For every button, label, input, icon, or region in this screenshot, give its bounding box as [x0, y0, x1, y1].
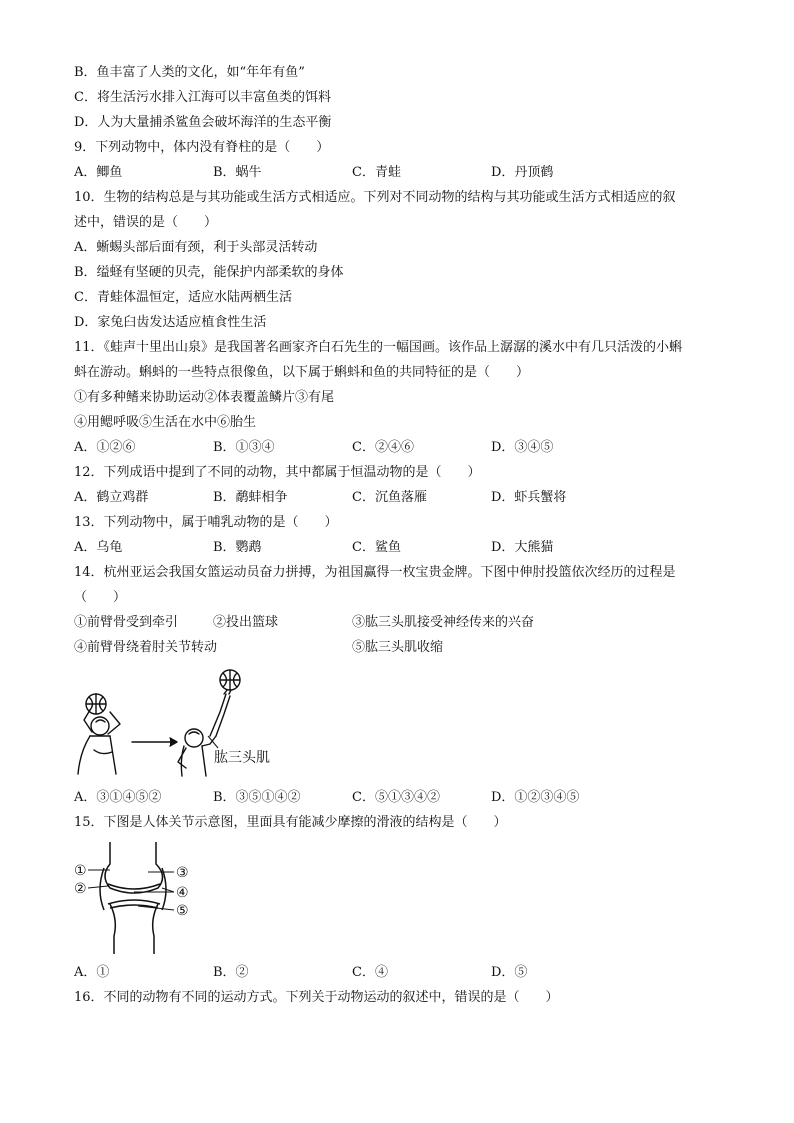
- q14-stem-line2: （ ）: [74, 590, 127, 605]
- q15-stem: 15．下图是人体关节示意图，里面具有能减少摩擦的滑液的结构是（ ）: [74, 815, 507, 830]
- q12-option-d: D．虾兵蟹将: [491, 490, 567, 505]
- q9-stem: 9．下列动物中，体内没有脊柱的是（ ）: [74, 140, 330, 155]
- triceps-label: 肱三头肌: [214, 750, 270, 766]
- q10-option-d: D．家兔臼齿发达适应植食性生活: [74, 315, 267, 330]
- q11-option-b: B．①③④: [213, 440, 275, 455]
- q14-item-4: ④前臂骨绕着肘关节转动: [74, 640, 218, 655]
- joint-label-3: ③: [176, 865, 189, 881]
- q11-items-line1: ①有多种鳍来协助运动②体表覆盖鳞片③有尾: [74, 390, 335, 405]
- q15-option-d: D．⑤: [491, 965, 528, 980]
- q15-option-c: C．④: [352, 965, 388, 980]
- joint-label-1: ①: [74, 863, 87, 879]
- q9-option-c: C．青蛙: [352, 165, 401, 180]
- q13-option-c: C．鲨鱼: [352, 540, 401, 555]
- q11-items-line2: ④用鳃呼吸⑤生活在水中⑥胎生: [74, 415, 257, 430]
- joint-label-4: ④: [176, 885, 189, 901]
- q14-stem-line1: 14．杭州亚运会我国女篮运动员奋力拼搏，为祖国赢得一枚宝贵金牌。下图中伸肘投篮依次经历的过程是: [74, 565, 676, 580]
- q15-option-b: B．②: [213, 965, 249, 980]
- joint-label-2: ②: [74, 881, 87, 897]
- q8-option-d: D．人为大量捕杀鲨鱼会破坏海洋的生态平衡: [74, 115, 332, 130]
- q14-item-2: ②投出篮球: [213, 615, 279, 630]
- q16-stem: 16．不同的动物有不同的运动方式。下列关于动物运动的叙述中，错误的是（ ）: [74, 990, 559, 1005]
- q10-option-c: C．青蛙体温恒定，适应水陆两栖生活: [74, 290, 292, 305]
- q14-option-b: B．③⑤①④②: [213, 790, 301, 805]
- q14-shooting-figure: [70, 664, 280, 778]
- q14-item-5: ⑤肱三头肌收缩: [352, 640, 444, 655]
- q8-option-c: C．将生活污水排入江海可以丰富鱼类的饵料: [74, 90, 331, 105]
- q9-option-d: D．丹顶鹤: [491, 165, 554, 180]
- q10-option-b: B．缢蛏有坚硬的贝壳，能保护内部柔软的身体: [74, 265, 344, 280]
- q13-option-b: B．鹦鹉: [213, 540, 262, 555]
- q11-option-a: A．①②⑥: [74, 440, 136, 455]
- q11-option-d: D．③④⑤: [491, 440, 554, 455]
- q13-option-d: D．大熊猫: [491, 540, 554, 555]
- q10-option-a: A．蜥蜴头部后面有颈，利于头部灵活转动: [74, 240, 318, 255]
- q8-option-b: B．鱼丰富了人类的文化，如“年年有鱼”: [74, 65, 305, 80]
- q12-option-c: C．沉鱼落雁: [352, 490, 427, 505]
- q9-option-b: B．蜗牛: [213, 165, 262, 180]
- q13-option-a: A．乌龟: [74, 540, 123, 555]
- q14-option-a: A．③①④⑤②: [74, 790, 162, 805]
- q15-joint-figure: [70, 840, 200, 956]
- q12-option-a: A．鹤立鸡群: [74, 490, 149, 505]
- q14-item-1: ①前臂骨受到牵引: [74, 615, 179, 630]
- q12-option-b: B．鹬蚌相争: [213, 490, 288, 505]
- q14-item-3: ③肱三头肌接受神经传来的兴奋: [352, 615, 535, 630]
- joint-label-5: ⑤: [176, 903, 189, 919]
- q10-stem-line1: 10．生物的结构总是与其功能或生活方式相适应。下列对不同动物的结构与其功能或生活方式相适应的叙: [74, 190, 676, 205]
- q12-stem: 12．下列成语中提到了不同的动物，其中都属于恒温动物的是（ ）: [74, 465, 481, 480]
- q9-option-a: A．鲫鱼: [74, 165, 123, 180]
- q14-option-c: C．⑤①③④②: [352, 790, 440, 805]
- q11-option-c: C．②④⑥: [352, 440, 414, 455]
- q11-stem-line1: 11．《蛙声十里出山泉》是我国著名画家齐白石先生的一幅国画。该作品上潺潺的溪水中有几只活泼的小蝌: [74, 340, 683, 355]
- q15-option-a: A．①: [74, 965, 110, 980]
- q14-option-d: D．①②③④⑤: [491, 790, 580, 805]
- q10-stem-line2: 述中，错误的是（ ）: [74, 215, 218, 230]
- q11-stem-line2: 蚪在游动。蝌蚪的一些特点很像鱼，以下属于蝌蚪和鱼的共同特征的是（ ）: [74, 365, 530, 380]
- q13-stem: 13．下列动物中，属于哺乳动物的是（ ）: [74, 515, 338, 530]
